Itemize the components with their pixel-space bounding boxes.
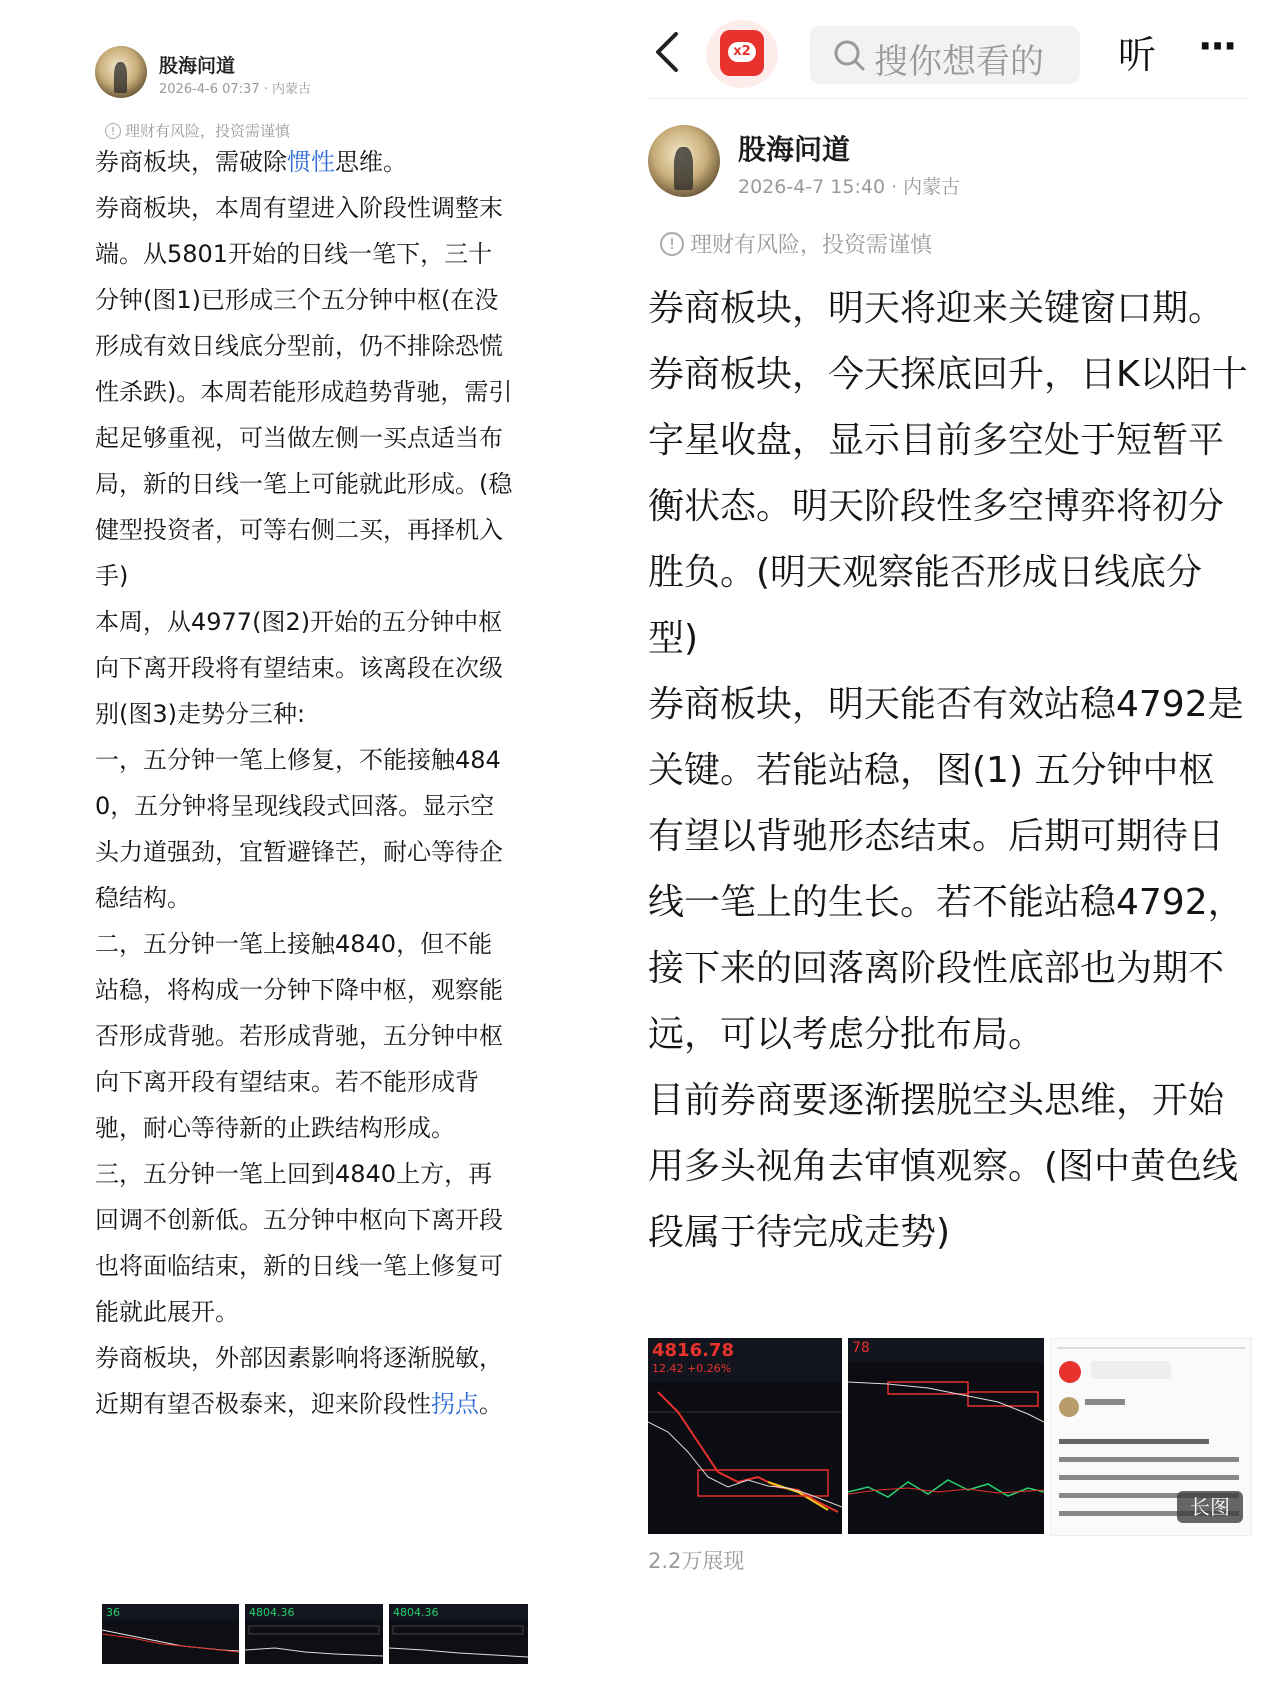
post-body — [95, 139, 515, 1427]
search-placeholder: 搜你想看的 — [874, 42, 1044, 82]
paragraph: 二，五分钟一笔上接触4840，但不能站稳，将构成一分钟下降中枢，观察能否形成背驰。若形成背驰，五分钟中枢向下离开段有望结束。若不能形成背驰，耐心等待新的止跌结构形成。 — [95, 930, 503, 1142]
paragraph: 券商板块，需破除惯性思维。 — [95, 148, 407, 176]
author-name[interactable]: 股海问道 — [738, 133, 851, 166]
paragraph: 券商板块，明天能否有效站稳4792是关键。若能站稳，图(1) 五分钟中枢有望以背驰形态结束。后期可期待日线一笔上的生长。若不能站稳4792，接下来的回落离阶段性底部也为期不远，可以考虑分批布局。 — [648, 684, 1244, 1055]
risk-notice-text: 理财有风险，投资需谨慎 — [690, 233, 933, 258]
paragraph: 一，五分钟一笔上修复，不能接触4840，五分钟将呈现线段式回落。显示空头力道强劲，宜暂避锋芒，耐心等待企稳结构。 — [95, 746, 503, 912]
search-icon — [832, 38, 866, 72]
risk-notice-text: 理财有风险，投资需谨慎 — [125, 122, 291, 140]
chevron-left-icon — [648, 26, 688, 78]
topic-link[interactable]: 惯性 — [287, 148, 335, 176]
chart-thumbnail[interactable]: 36 — [102, 1604, 239, 1664]
red-envelope-button[interactable] — [706, 20, 778, 88]
chart-price: 78 — [852, 1340, 870, 1356]
long-screenshot-image[interactable] — [1050, 1338, 1252, 1536]
paragraph: 本周，从4977(图2)开始的五分钟中枢向下离开段将有望结束。该离段在次级别(图3)走势分三种: — [95, 608, 503, 728]
multiplier-badge: x2 — [728, 42, 756, 62]
author-name[interactable]: 股海问道 — [159, 55, 236, 77]
paragraph: 券商板块，本周有望进入阶段性调整末端。从5801开始的日线一笔下，三十分钟(图1)已形成三个五分钟中枢(在没形成有效日线底分型前，仍不排除恐慌性杀跌)。本周若能形成趋势背驰，需引起足够重视，可当做左侧一买点适当布局，新的日线一笔上可能就此形成。(稳健型投资者，可等右侧二买，再择机入手) — [95, 194, 513, 590]
more-options-icon[interactable]: ··· — [1198, 24, 1236, 68]
post-body — [648, 276, 1248, 1266]
post-meta: 2026-4-6 07:37 · 内蒙古 — [159, 82, 312, 97]
search-input[interactable] — [810, 26, 1080, 84]
chart-thumbnail[interactable]: 4804.36 — [389, 1604, 528, 1664]
chart-price: 4816.78 — [652, 1340, 734, 1361]
topic-link[interactable]: 拐点 — [431, 1390, 479, 1418]
chart-image[interactable] — [848, 1338, 1044, 1534]
info-icon: ! — [660, 232, 684, 256]
risk-notice — [660, 228, 932, 259]
risk-notice — [105, 120, 290, 141]
paragraph: 券商板块，外部因素影响将逐渐脱敏，近期有望否极泰来，迎来阶段性拐点。 — [95, 1344, 503, 1418]
view-count: 2.2万展现 — [648, 1549, 745, 1573]
author-avatar[interactable] — [648, 125, 720, 197]
paragraph: 三，五分钟一笔上回到4840上方，再回调不创新低。五分钟中枢向下离开段也将面临结束，新的日线一笔上修复可能就此展开。 — [95, 1160, 503, 1326]
info-icon: ! — [105, 123, 121, 139]
paragraph: 券商板块，明天将迎来关键窗口期。 — [648, 288, 1225, 329]
chart-change: 12.42 +0.26% — [652, 1362, 732, 1375]
chart-thumbnail[interactable]: 4804.36 — [245, 1604, 383, 1664]
author-avatar[interactable] — [95, 46, 147, 98]
back-button[interactable] — [648, 26, 688, 78]
paragraph: 目前券商要逐渐摆脱空头思维，开始用多头视角去审慎观察。(图中黄色线段属于待完成走势) — [648, 1080, 1239, 1253]
long-image-badge: 长图 — [1177, 1491, 1243, 1523]
paragraph: 券商板块，今天探底回升，日K以阳十字星收盘，显示目前多空处于短暂平衡状态。明天阶段性多空博弈将初分胜负。(明天观察能否形成日线底分型) — [648, 354, 1248, 659]
chart-image[interactable] — [648, 1338, 842, 1534]
post-meta: 2026-4-7 15:40 · 内蒙古 — [738, 176, 961, 198]
listen-button[interactable]: 听 — [1118, 33, 1157, 77]
divider — [648, 98, 1250, 99]
